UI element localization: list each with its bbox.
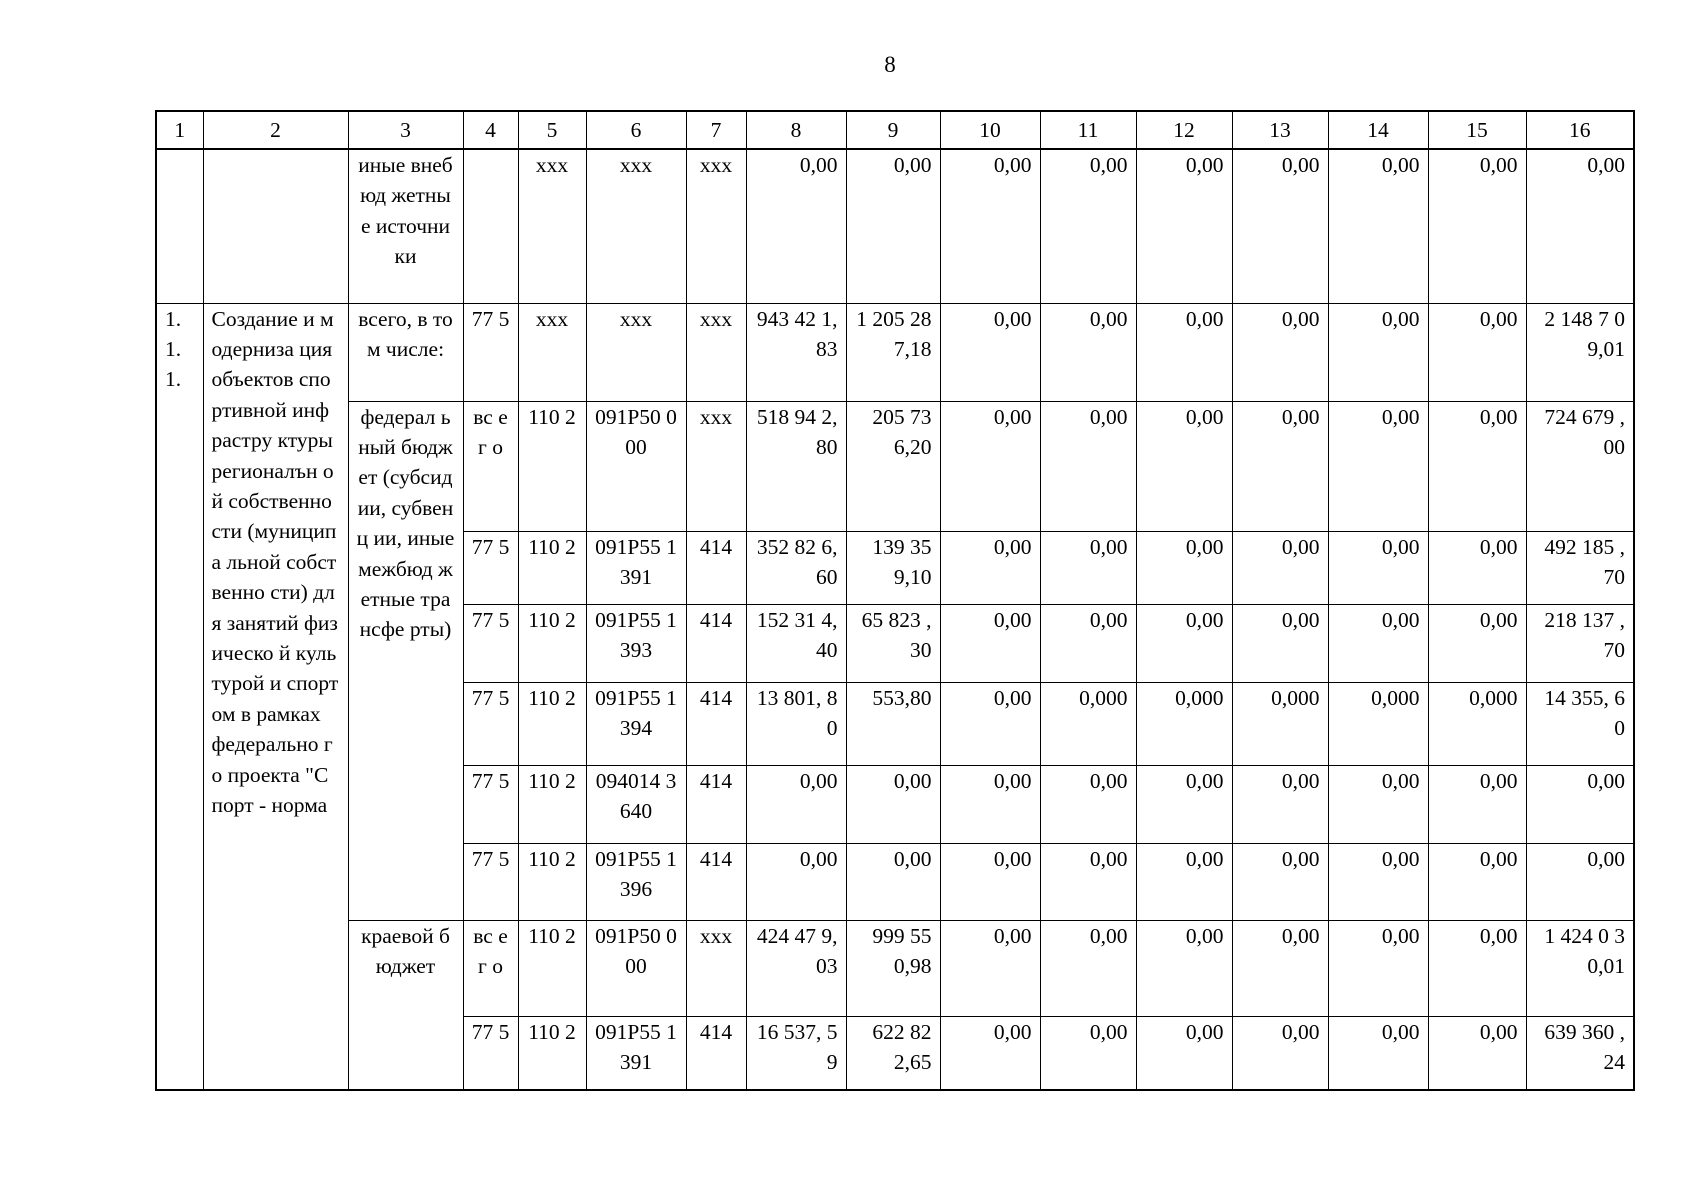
cell-number [156,149,203,303]
header-cell: 7 [686,111,746,149]
cell-value: 0,00 [940,303,1040,401]
cell-vr: ххх [686,149,746,303]
table-row [156,149,1634,303]
header-cell: 10 [940,111,1040,149]
cell-value: 0,00 [1136,531,1232,604]
cell-value: 0,00 [1428,149,1526,303]
cell-value: 999 55 0,98 [846,920,940,1016]
header-cell: 14 [1328,111,1428,149]
cell-value: 0,00 [1136,604,1232,682]
cell-value: 0,00 [1232,149,1328,303]
cell-value: 0,00 [1428,1016,1526,1090]
header-cell: 8 [746,111,846,149]
cell-value: 0,00 [1328,303,1428,401]
cell-value: 352 82 6,60 [746,531,846,604]
cell-value: 218 137 ,70 [1526,604,1634,682]
cell-value: 139 35 9,10 [846,531,940,604]
cell-value: 0,00 [1428,303,1526,401]
cell-value: 152 31 4,40 [746,604,846,682]
cell-value: 553,80 [846,682,940,765]
cell-value: 0,00 [1526,843,1634,920]
cell-value: 639 360 ,24 [1526,1016,1634,1090]
cell-value: 0,00 [746,843,846,920]
cell-value: 0,00 [1040,1016,1136,1090]
header-cell: 13 [1232,111,1328,149]
cell-value: 0,000 [1232,682,1328,765]
cell-vr: 414 [686,531,746,604]
cell-csr: 091P55 1391 [586,531,686,604]
header-cell: 11 [1040,111,1136,149]
cell-value: 0,00 [1328,1016,1428,1090]
cell-value: 0,00 [940,531,1040,604]
cell-name [203,149,348,303]
cell-value: 1 205 287,18 [846,303,940,401]
cell-value: 0,000 [1040,682,1136,765]
cell-grbs: 77 5 [463,604,518,682]
header-cell: 16 [1526,111,1634,149]
cell-value: 0,00 [1136,303,1232,401]
cell-value: 0,00 [940,765,1040,843]
cell-value: 0,00 [1040,765,1136,843]
cell-value: 0,000 [1328,682,1428,765]
cell-value: 0,00 [940,1016,1040,1090]
cell-csr: 091P50 000 [586,920,686,1016]
cell-value: 0,00 [1040,401,1136,531]
cell-value: 0,00 [1526,149,1634,303]
cell-value: 0,00 [1232,303,1328,401]
cell-value: 0,00 [1328,765,1428,843]
cell-vr: ххх [686,401,746,531]
cell-rzpr: 110 2 [518,604,586,682]
cell-value: 0,00 [846,843,940,920]
cell-vr: 414 [686,765,746,843]
header-cell: 2 [203,111,348,149]
cell-value: 518 94 2,80 [746,401,846,531]
cell-value: 0,00 [1040,149,1136,303]
cell-rzpr: 110 2 [518,682,586,765]
cell-grbs: 77 5 [463,531,518,604]
header-cell: 9 [846,111,940,149]
cell-value: 0,00 [1526,765,1634,843]
cell-value: 2 148 7 09,01 [1526,303,1634,401]
header-row [156,111,1634,149]
page-number: 8 [884,52,896,77]
cell-value: 0,00 [1136,1016,1232,1090]
cell-rzpr: 110 2 [518,401,586,531]
cell-value: 65 823 ,30 [846,604,940,682]
cell-csr: 091P55 1396 [586,843,686,920]
cell-value: 0,00 [846,149,940,303]
cell-value: 0,00 [1328,531,1428,604]
cell-value: 0,00 [1040,531,1136,604]
cell-rzpr: 110 2 [518,765,586,843]
cell-value: 0,00 [1040,303,1136,401]
cell-vr: ххх [686,303,746,401]
cell-value: 0,00 [746,149,846,303]
cell-value: 0,00 [1136,843,1232,920]
cell-csr: ххх [586,149,686,303]
cell-csr: 091P55 1393 [586,604,686,682]
cell-number: 1. 1. 1. [156,303,203,1090]
cell-source: федерал ьный бюджет (субсид ии, субвенц ии, иные межбюд жетные трансфе рты) [348,401,463,920]
cell-csr: 091P55 1394 [586,682,686,765]
cell-value: 0,00 [1328,401,1428,531]
cell-vr: 414 [686,843,746,920]
cell-name: Создание и модерниза ция объектов спортивной инфрастру ктуры регионалън ой собственно сти (муниципа льной собственно сти) для занятий физическо й культурой и спортом в рамках федерально го проекта "Спорт - норма [203,303,348,1090]
cell-value: 0,00 [1232,401,1328,531]
cell-value: 0,00 [1328,604,1428,682]
cell-value: 0,00 [846,765,940,843]
cell-value: 16 537, 59 [746,1016,846,1090]
cell-value: 0,00 [1232,1016,1328,1090]
cell-value: 0,00 [1136,401,1232,531]
header-cell: 12 [1136,111,1232,149]
cell-value: 0,00 [1040,604,1136,682]
cell-value: 0,000 [1136,682,1232,765]
cell-value: 0,00 [1232,920,1328,1016]
cell-grbs: вс ег о [463,401,518,531]
cell-value: 622 82 2,65 [846,1016,940,1090]
cell-grbs [463,149,518,303]
cell-value: 0,00 [940,149,1040,303]
cell-rzpr: 110 2 [518,843,586,920]
cell-value: 0,00 [1428,531,1526,604]
cell-value: 0,00 [1232,531,1328,604]
cell-csr: ххх [586,303,686,401]
cell-value: 0,00 [1136,765,1232,843]
cell-value: 492 185 ,70 [1526,531,1634,604]
budget-table [155,110,1635,1091]
cell-value: 0,00 [1328,920,1428,1016]
cell-value: 205 73 6,20 [846,401,940,531]
cell-value: 14 355, 60 [1526,682,1634,765]
cell-value: 0,00 [940,604,1040,682]
header-cell: 5 [518,111,586,149]
cell-vr: ххх [686,920,746,1016]
cell-vr: 414 [686,682,746,765]
cell-value: 0,00 [1136,920,1232,1016]
cell-vr: 414 [686,604,746,682]
cell-rzpr: 110 2 [518,920,586,1016]
cell-csr: 091P50 000 [586,401,686,531]
cell-rzpr: ххх [518,303,586,401]
cell-value: 0,00 [940,920,1040,1016]
cell-source: краевой бюджет [348,920,463,1090]
table-row [156,920,1634,1016]
cell-value: 724 679 ,00 [1526,401,1634,531]
cell-grbs: вс ег о [463,920,518,1016]
cell-value: 0,00 [940,682,1040,765]
cell-value: 0,00 [1428,843,1526,920]
cell-grbs: 77 5 [463,843,518,920]
header-cell: 6 [586,111,686,149]
table-row [156,303,1634,401]
cell-value: 0,00 [1428,920,1526,1016]
cell-value: 1 424 0 30,01 [1526,920,1634,1016]
cell-value: 0,00 [1232,765,1328,843]
table-row [156,401,1634,531]
cell-grbs: 77 5 [463,765,518,843]
cell-value: 0,000 [1428,682,1526,765]
header-cell: 3 [348,111,463,149]
cell-value: 0,00 [1136,149,1232,303]
header-cell: 1 [156,111,203,149]
cell-value: 424 47 9,03 [746,920,846,1016]
cell-value: 0,00 [1428,765,1526,843]
cell-value: 13 801, 80 [746,682,846,765]
cell-rzpr: ххх [518,149,586,303]
cell-value: 0,00 [940,401,1040,531]
cell-csr: 091P55 1391 [586,1016,686,1090]
cell-value: 0,00 [1232,843,1328,920]
cell-value: 943 42 1,83 [746,303,846,401]
cell-value: 0,00 [1428,604,1526,682]
cell-source: всего, в том числе: [348,303,463,401]
cell-csr: 094014 3640 [586,765,686,843]
cell-grbs: 77 5 [463,303,518,401]
cell-value: 0,00 [746,765,846,843]
cell-rzpr: 110 2 [518,1016,586,1090]
cell-source: иные внебюд жетные источни ки [348,149,463,303]
cell-value: 0,00 [1428,401,1526,531]
cell-vr: 414 [686,1016,746,1090]
cell-value: 0,00 [1040,920,1136,1016]
cell-value: 0,00 [1328,149,1428,303]
cell-value: 0,00 [1232,604,1328,682]
cell-grbs: 77 5 [463,1016,518,1090]
header-cell: 15 [1428,111,1526,149]
cell-value: 0,00 [940,843,1040,920]
header-cell: 4 [463,111,518,149]
cell-value: 0,00 [1040,843,1136,920]
cell-value: 0,00 [1328,843,1428,920]
cell-rzpr: 110 2 [518,531,586,604]
cell-grbs: 77 5 [463,682,518,765]
